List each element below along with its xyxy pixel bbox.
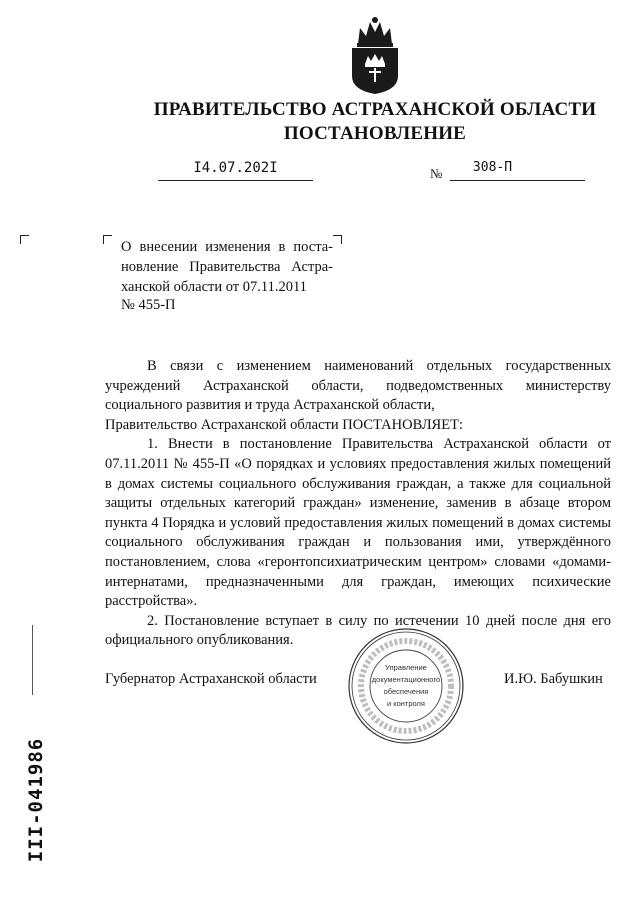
subject-text: О внесении изменения в поста-новление Правительства Астра-ханской области от 07.11.2011 <box>121 239 333 295</box>
signer-name: И.Ю. Бабушкин <box>504 671 603 687</box>
number-sign: № <box>430 166 443 181</box>
document-date: I4.07.202I <box>193 160 278 176</box>
organization-title: ПРАВИТЕЛЬСТВО АСТРАХАНСКОЙ ОБЛАСТИ <box>153 99 597 120</box>
document-type: ПОСТАНОВЛЕНИЕ <box>283 123 467 144</box>
subject-number: № 455-П <box>121 297 176 313</box>
signer-role: Губернатор Астраханской области <box>105 671 317 687</box>
subject-corner-right <box>333 235 342 244</box>
stamp-line-2: документационного <box>371 675 441 684</box>
number-underline <box>450 180 585 181</box>
stamp-line-3: обеспечения <box>383 687 429 696</box>
subject-corner-left <box>103 235 112 244</box>
stamp-line-4: и контроля <box>386 699 426 708</box>
document-number: 308-П <box>472 160 513 175</box>
document-body <box>105 357 611 651</box>
resolves-line: Правительство Астраханской области ПОСТАНОВЛЯЕТ: <box>105 416 463 433</box>
item-2-paragraph: 2. Постановление вступает в силу по истечении 10 дней после дня его официального опубликования. <box>105 612 611 649</box>
form-serial-number: III-041986 <box>25 737 47 863</box>
margin-corner-mark <box>20 235 29 244</box>
official-stamp <box>346 626 466 746</box>
date-underline <box>158 180 313 181</box>
item-1-paragraph: 1. Внести в постановление Правительства Астраханской области от 07.11.2011 № 455-П «О порядках и условиях предоставления жилых помещений в домах системы социального обслуживания граждан, а также для социальной защиты отдельных категорий граждан» изменение, заменив в абзаце втором пункта 4 Порядка и условий предоставления жилых помещений в домах системы социального обслуживания граждан и пользования ими, утверждённого постановлением, слова «геронтопсихиатрическим центром» словами «домами-интернатами, предназначенными для граждан, имеющих психические расстройства». <box>105 436 611 610</box>
side-margin-line <box>32 625 33 695</box>
stamp-line-1: Управление <box>385 663 427 672</box>
preamble-paragraph: В связи с изменением наименований отдельных государственных учреждений Астраханской области, подведомственных министерству социального развития и труда Астраханской области, <box>105 358 611 414</box>
coat-of-arms-icon <box>344 14 406 96</box>
